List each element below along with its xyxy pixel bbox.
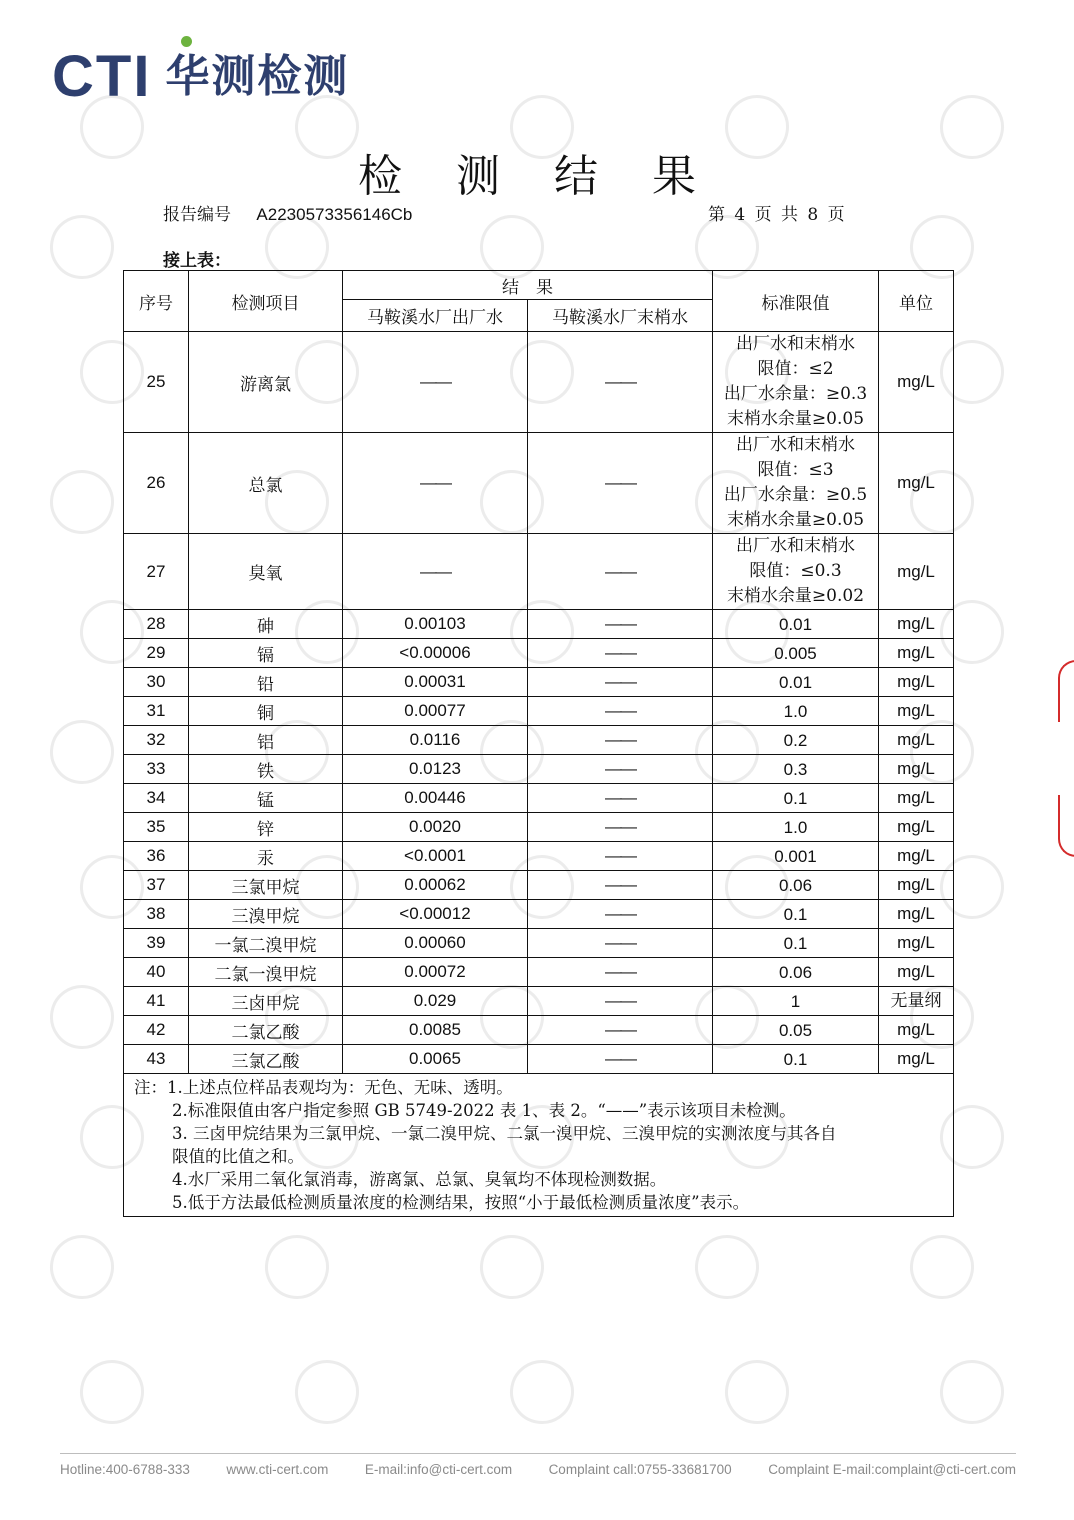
footer-hotline: Hotline:400-6788-333 (60, 1462, 190, 1477)
cell-item: 铁 (189, 755, 343, 784)
cell-limit (713, 433, 879, 534)
table-row (124, 813, 954, 842)
cell-result-site2: —— (528, 610, 713, 639)
cell-result-site2: —— (528, 1045, 713, 1074)
limit-line: 0.2 (783, 730, 808, 750)
watermark-icon (67, 1347, 156, 1436)
cell-unit: mg/L (879, 433, 954, 534)
cell-seq: 41 (124, 987, 189, 1016)
note-3: 3. 三卤甲烷结果为三氯甲烷、一氯二溴甲烷、二氯一溴甲烷、三溴甲烷的实测浓度与其各自 (172, 1124, 837, 1143)
cell-result-site1: 0.029 (343, 987, 528, 1016)
cell-seq: 39 (124, 929, 189, 958)
header-seq: 序号 (124, 271, 189, 332)
table-row (124, 639, 954, 668)
cell-unit: mg/L (879, 784, 954, 813)
cell-item: 铜 (189, 697, 343, 726)
header-limit: 标准限值 (713, 271, 879, 332)
limit-line: 1 (790, 991, 801, 1011)
limit-line: 出厂水和末梢水 (736, 435, 855, 455)
cell-unit: mg/L (879, 726, 954, 755)
cell-result-site2: —— (528, 784, 713, 813)
cell-seq: 37 (124, 871, 189, 900)
cell-result-site1: 0.0085 (343, 1016, 528, 1045)
cell-result-site2: —— (528, 1016, 713, 1045)
cell-limit (713, 784, 879, 813)
results-table (123, 270, 954, 1217)
cell-result-site2: —— (528, 726, 713, 755)
cell-result-site1: 0.00072 (343, 958, 528, 987)
cell-item: 三氯乙酸 (189, 1045, 343, 1074)
continued-label: 接上表： (163, 251, 231, 271)
report-number: A2230573356146Cb (256, 205, 413, 224)
cell-limit (713, 668, 879, 697)
cell-unit: mg/L (879, 958, 954, 987)
table-row (124, 668, 954, 697)
cell-result-site1: <0.00006 (343, 639, 528, 668)
cell-result-site2: —— (528, 871, 713, 900)
limit-line: 0.1 (783, 1049, 808, 1069)
cell-result-site2: —— (528, 534, 713, 610)
cell-result-site2: —— (528, 639, 713, 668)
header-result: 结 果 (343, 271, 713, 300)
logo-brand: CTI (52, 44, 152, 109)
cell-result-site1: 0.00062 (343, 871, 528, 900)
cell-unit: mg/L (879, 929, 954, 958)
cell-item: 一氯二溴甲烷 (189, 929, 343, 958)
cell-limit (713, 871, 879, 900)
cell-item: 二氯乙酸 (189, 1016, 343, 1045)
watermark-icon (927, 1347, 1016, 1436)
page-indicator: 第 4 页 共 8 页 (708, 205, 845, 225)
limit-line: 0.3 (783, 759, 808, 779)
cell-limit (713, 639, 879, 668)
footer-complaint-email: Complaint E-mail:complaint@cti-cert.com (768, 1462, 1016, 1477)
cell-result-site2: —— (528, 900, 713, 929)
cell-seq: 27 (124, 534, 189, 610)
watermark-icon (37, 457, 126, 546)
watermark-icon (497, 1347, 586, 1436)
cell-item: 汞 (189, 842, 343, 871)
cell-seq: 29 (124, 639, 189, 668)
cell-unit: mg/L (879, 668, 954, 697)
cell-limit (713, 929, 879, 958)
cell-result-site2: —— (528, 813, 713, 842)
cell-seq: 25 (124, 332, 189, 433)
watermark-icon (37, 972, 126, 1061)
footer-divider (60, 1453, 1016, 1454)
cell-limit (713, 610, 879, 639)
page-title: 检 测 结 果 (358, 151, 716, 202)
limit-line: 0.1 (783, 904, 808, 924)
cell-result-site2: —— (528, 332, 713, 433)
limit-line: 0.005 (774, 643, 817, 663)
cell-item: 铝 (189, 726, 343, 755)
limit-line: 0.06 (778, 962, 813, 982)
footer-website: www.cti-cert.com (226, 1462, 329, 1477)
table-row (124, 755, 954, 784)
limit-line: 限值：≤2 (757, 359, 834, 379)
watermark-icon (467, 1222, 556, 1311)
cell-seq: 43 (124, 1045, 189, 1074)
note-3-cont: 限值的比值之和。 (172, 1147, 304, 1166)
cell-seq: 28 (124, 610, 189, 639)
limit-line: 末梢水余量≥0.05 (726, 510, 865, 530)
cell-seq: 38 (124, 900, 189, 929)
cell-result-site1: 0.00031 (343, 668, 528, 697)
cell-unit: mg/L (879, 842, 954, 871)
footer (60, 1462, 1016, 1477)
cell-limit (713, 726, 879, 755)
limit-line: 出厂水余量：≥0.3 (723, 384, 868, 404)
limit-line: 0.06 (778, 875, 813, 895)
seal-stamp (1058, 660, 1074, 860)
cell-item: 镉 (189, 639, 343, 668)
cell-result-site1: 0.0020 (343, 813, 528, 842)
table-row (124, 332, 954, 433)
cell-item: 铅 (189, 668, 343, 697)
report-number-label: 报告编号 (163, 205, 231, 225)
cell-unit: mg/L (879, 332, 954, 433)
cell-result-site2: —— (528, 842, 713, 871)
cell-item: 总氯 (189, 433, 343, 534)
cell-limit (713, 755, 879, 784)
table-row (124, 987, 954, 1016)
limit-line: 0.01 (778, 614, 813, 634)
cell-seq: 26 (124, 433, 189, 534)
cell-result-site1: —— (343, 534, 528, 610)
cell-unit: mg/L (879, 813, 954, 842)
cell-result-site1: —— (343, 433, 528, 534)
cell-limit (713, 813, 879, 842)
cell-unit: mg/L (879, 1045, 954, 1074)
limit-line: 1.0 (783, 817, 808, 837)
cell-unit: mg/L (879, 534, 954, 610)
cell-item: 锰 (189, 784, 343, 813)
watermark-icon (252, 1222, 341, 1311)
cell-seq: 35 (124, 813, 189, 842)
note-2: 2.标准限值由客户指定参照 GB 5749-2022 表 1、表 2。“——”表示该项目未检测。 (172, 1101, 796, 1120)
cell-result-site1: <0.00012 (343, 900, 528, 929)
cell-limit (713, 842, 879, 871)
header-item: 检测项目 (189, 271, 343, 332)
cell-unit: mg/L (879, 639, 954, 668)
cell-unit: mg/L (879, 1016, 954, 1045)
cell-result-site2: —— (528, 987, 713, 1016)
limit-line: 0.001 (774, 846, 817, 866)
table-row (124, 534, 954, 610)
cell-item: 游离氯 (189, 332, 343, 433)
note-4: 4.水厂采用二氧化氯消毒，游离氯、总氯、臭氧均不体现检测数据。 (172, 1170, 667, 1189)
header-site2: 马鞍溪水厂末梢水 (528, 300, 713, 332)
table-row (124, 1016, 954, 1045)
note-5: 5.低于方法最低检测质量浓度的检测结果，按照“小于最低检测质量浓度”表示。 (172, 1193, 750, 1212)
header-site1: 马鞍溪水厂出厂水 (343, 300, 528, 332)
table-row (124, 871, 954, 900)
limit-line: 出厂水余量：≥0.5 (723, 485, 868, 505)
cell-unit: mg/L (879, 900, 954, 929)
limit-line: 1.0 (783, 701, 808, 721)
limit-line: 出厂水和末梢水 (736, 536, 855, 556)
cell-limit (713, 987, 879, 1016)
cell-result-site1: 0.0116 (343, 726, 528, 755)
note-1: 注：1.上述点位样品表观均为：无色、无味、透明。 (134, 1078, 513, 1097)
cell-seq: 34 (124, 784, 189, 813)
table-row (124, 610, 954, 639)
cell-limit (713, 900, 879, 929)
notes-cell (124, 1074, 954, 1217)
cell-unit: mg/L (879, 697, 954, 726)
cell-result-site2: —— (528, 929, 713, 958)
cell-result-site2: —— (528, 755, 713, 784)
footer-email: E-mail:info@cti-cert.com (364, 1462, 513, 1477)
cell-seq: 33 (124, 755, 189, 784)
limit-line: 0.1 (783, 788, 808, 808)
cell-seq: 32 (124, 726, 189, 755)
cell-result-site1: —— (343, 332, 528, 433)
cell-item: 二氯一溴甲烷 (189, 958, 343, 987)
cell-item: 砷 (189, 610, 343, 639)
watermark-icon (37, 1222, 126, 1311)
table-row (124, 929, 954, 958)
watermark-icon (712, 1347, 801, 1436)
cell-result-site1: 0.0065 (343, 1045, 528, 1074)
report-number-line (163, 200, 412, 225)
header-unit: 单位 (879, 271, 954, 332)
table-row (124, 1045, 954, 1074)
footer-complaint-call: Complaint call:0755-33681700 (548, 1462, 732, 1477)
watermark-icon (282, 1347, 371, 1436)
results-body (124, 332, 954, 1074)
cell-limit (713, 958, 879, 987)
cell-limit (713, 1016, 879, 1045)
cell-unit: mg/L (879, 871, 954, 900)
cell-result-site2: —— (528, 958, 713, 987)
cell-seq: 36 (124, 842, 189, 871)
company-logo (52, 42, 349, 112)
limit-line: 0.01 (778, 672, 813, 692)
table-row (124, 784, 954, 813)
cell-seq: 40 (124, 958, 189, 987)
logo-chinese-name: 华测检测 (165, 51, 350, 102)
cell-seq: 30 (124, 668, 189, 697)
cell-result-site1: 0.00060 (343, 929, 528, 958)
cell-seq: 31 (124, 697, 189, 726)
cell-result-site1: 0.00446 (343, 784, 528, 813)
logo-dot-icon (181, 36, 192, 47)
limit-line: 末梢水余量≥0.05 (726, 409, 865, 429)
cell-item: 三溴甲烷 (189, 900, 343, 929)
limit-line: 出厂水和末梢水 (736, 334, 855, 354)
watermark-icon (37, 707, 126, 796)
cell-unit: mg/L (879, 610, 954, 639)
cell-result-site2: —— (528, 433, 713, 534)
cell-result-site1: <0.0001 (343, 842, 528, 871)
cell-result-site2: —— (528, 668, 713, 697)
cell-result-site2: —— (528, 697, 713, 726)
cell-limit (713, 697, 879, 726)
limit-line: 0.05 (778, 1020, 813, 1040)
limit-line: 限值：≤0.3 (749, 561, 842, 581)
cell-limit (713, 1045, 879, 1074)
watermark-icon (897, 1222, 986, 1311)
table-row (124, 900, 954, 929)
table-row (124, 726, 954, 755)
table-row (124, 842, 954, 871)
cell-limit (713, 332, 879, 433)
cell-limit (713, 534, 879, 610)
cell-unit: mg/L (879, 755, 954, 784)
cell-result-site1: 0.0123 (343, 755, 528, 784)
cell-item: 锌 (189, 813, 343, 842)
cell-result-site1: 0.00103 (343, 610, 528, 639)
cell-unit: 无量纲 (879, 987, 954, 1016)
cell-result-site1: 0.00077 (343, 697, 528, 726)
cell-item: 三氯甲烷 (189, 871, 343, 900)
cell-item: 三卤甲烷 (189, 987, 343, 1016)
watermark-icon (682, 1222, 771, 1311)
cell-item: 臭氧 (189, 534, 343, 610)
watermark-icon (37, 202, 126, 291)
limit-line: 0.1 (783, 933, 808, 953)
table-row (124, 958, 954, 987)
cell-seq: 42 (124, 1016, 189, 1045)
limit-line: 末梢水余量≥0.02 (726, 586, 865, 606)
table-row (124, 697, 954, 726)
table-row (124, 433, 954, 534)
limit-line: 限值：≤3 (757, 460, 834, 480)
